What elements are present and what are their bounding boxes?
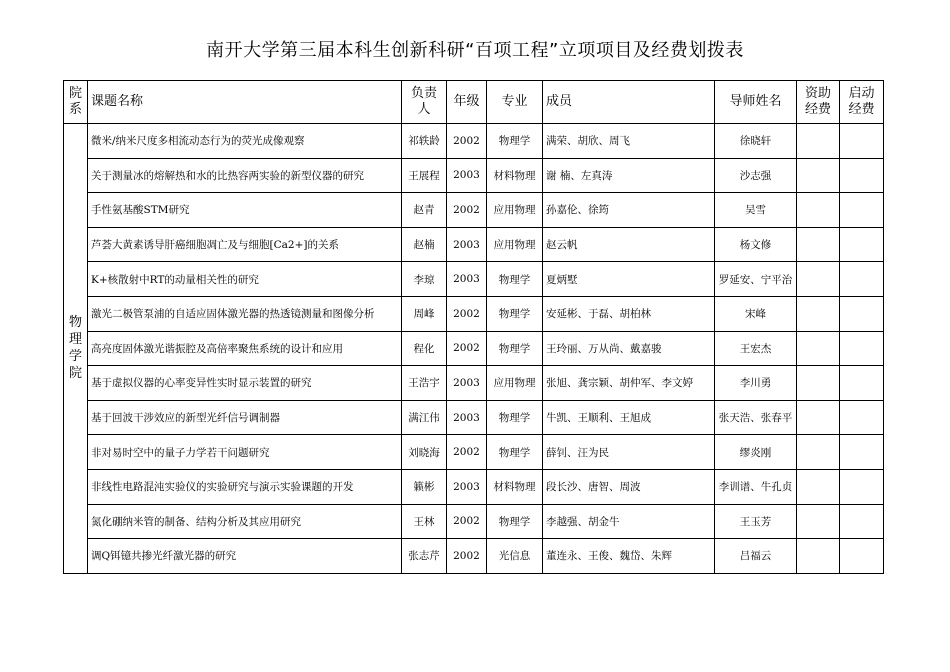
cell-startup — [840, 435, 884, 470]
cell-major: 物理学 — [487, 400, 543, 435]
cell-topic: 调Q铒镱共掺光纤激光器的研究 — [88, 539, 402, 574]
cell-topic: 基于回波干涉效应的新型光纤信号调制器 — [88, 400, 402, 435]
table-row — [64, 227, 884, 262]
table-row — [64, 539, 884, 574]
cell-grade: 2002 — [447, 435, 487, 470]
cell-funding — [797, 124, 840, 159]
cell-leader: 籁彬 — [402, 469, 447, 504]
project-table — [63, 80, 884, 574]
table-row — [64, 193, 884, 228]
cell-leader: 王浩宇 — [402, 366, 447, 401]
cell-funding — [797, 296, 840, 331]
table-row — [64, 469, 884, 504]
cell-members: 李越强、胡金牛 — [543, 504, 715, 539]
table-row — [64, 331, 884, 366]
cell-advisor: 罗延安、宁平治 — [715, 262, 797, 297]
cell-major: 应用物理 — [487, 193, 543, 228]
header-members: 成员 — [543, 81, 715, 124]
cell-startup — [840, 158, 884, 193]
header-dept: 院 系 — [64, 81, 88, 124]
cell-grade: 2002 — [447, 124, 487, 159]
cell-topic: K+核散射中RT的动量相关性的研究 — [88, 262, 402, 297]
cell-advisor: 吴雪 — [715, 193, 797, 228]
cell-major: 物理学 — [487, 296, 543, 331]
cell-major: 物理学 — [487, 331, 543, 366]
cell-major: 材料物理 — [487, 469, 543, 504]
cell-major: 光信息 — [487, 539, 543, 574]
table-row — [64, 366, 884, 401]
cell-funding — [797, 331, 840, 366]
cell-startup — [840, 469, 884, 504]
cell-leader: 张志芹 — [402, 539, 447, 574]
cell-startup — [840, 193, 884, 228]
cell-funding — [797, 227, 840, 262]
cell-funding — [797, 435, 840, 470]
table-row — [64, 435, 884, 470]
cell-major: 材料物理 — [487, 158, 543, 193]
cell-grade: 2002 — [447, 296, 487, 331]
cell-major: 物理学 — [487, 504, 543, 539]
cell-startup — [840, 504, 884, 539]
cell-startup — [840, 124, 884, 159]
table-row — [64, 158, 884, 193]
header-topic: 课题名称 — [88, 81, 402, 124]
cell-major: 物理学 — [487, 435, 543, 470]
cell-major: 应用物理 — [487, 227, 543, 262]
cell-startup — [840, 296, 884, 331]
cell-topic: 关于测量冰的熔解热和水的比热容两实验的新型仪器的研究 — [88, 158, 402, 193]
cell-startup — [840, 539, 884, 574]
cell-funding — [797, 469, 840, 504]
cell-members: 王玲丽、万从尚、戴嘉骏 — [543, 331, 715, 366]
cell-leader: 祁轶龄 — [402, 124, 447, 159]
cell-grade: 2002 — [447, 193, 487, 228]
page-title: 南开大学第三届本科生创新科研“百项工程”立项项目及经费划拨表 — [206, 40, 744, 61]
cell-major: 应用物理 — [487, 366, 543, 401]
cell-members: 孙嘉伦、徐筠 — [543, 193, 715, 228]
cell-topic: 高亮度固体激光谐振腔及高倍率聚焦系统的设计和应用 — [88, 331, 402, 366]
cell-topic: 微米/纳米尺度多相流动态行为的荧光成像观察 — [88, 124, 402, 159]
cell-advisor: 吕福云 — [715, 539, 797, 574]
cell-startup — [840, 366, 884, 401]
cell-department: 物 理 学 院 — [64, 124, 88, 574]
cell-funding — [797, 262, 840, 297]
cell-funding — [797, 366, 840, 401]
table-row — [64, 400, 884, 435]
cell-members: 谢 楠、左真涛 — [543, 158, 715, 193]
cell-advisor: 王玉芳 — [715, 504, 797, 539]
cell-major: 物理学 — [487, 262, 543, 297]
cell-leader: 满江伟 — [402, 400, 447, 435]
cell-leader: 王展程 — [402, 158, 447, 193]
cell-grade: 2002 — [447, 331, 487, 366]
cell-advisor: 宋峰 — [715, 296, 797, 331]
cell-topic: 基于虚拟仪器的心率变异性实时显示装置的研究 — [88, 366, 402, 401]
cell-major: 物理学 — [487, 124, 543, 159]
cell-leader: 王林 — [402, 504, 447, 539]
cell-advisor: 徐晓轩 — [715, 124, 797, 159]
cell-topic: 非对易时空中的量子力学若干问题研究 — [88, 435, 402, 470]
cell-members: 段长沙、唐智、周波 — [543, 469, 715, 504]
table-row — [64, 124, 884, 159]
cell-leader: 李琼 — [402, 262, 447, 297]
cell-members: 董连永、王俊、魏岱、朱辉 — [543, 539, 715, 574]
cell-startup — [840, 331, 884, 366]
cell-advisor: 李训谱、牛孔贞 — [715, 469, 797, 504]
cell-startup — [840, 400, 884, 435]
cell-leader: 程化 — [402, 331, 447, 366]
cell-funding — [797, 504, 840, 539]
cell-topic: 芦荟大黄素诱导肝癌细胞凋亡及与细胞[Ca2+]的关系 — [88, 227, 402, 262]
cell-advisor: 缪炎刚 — [715, 435, 797, 470]
cell-advisor: 沙志强 — [715, 158, 797, 193]
cell-grade: 2003 — [447, 366, 487, 401]
table-row — [64, 504, 884, 539]
cell-startup — [840, 262, 884, 297]
cell-funding — [797, 158, 840, 193]
cell-topic: 手性氨基酸STM研究 — [88, 193, 402, 228]
table-row — [64, 296, 884, 331]
cell-leader: 刘晓海 — [402, 435, 447, 470]
cell-advisor: 李川勇 — [715, 366, 797, 401]
cell-startup — [840, 227, 884, 262]
cell-advisor: 杨文修 — [715, 227, 797, 262]
cell-topic: 非线性电路混沌实验仪的实验研究与演示实验课题的开发 — [88, 469, 402, 504]
header-startup: 启动 经费 — [840, 81, 884, 124]
cell-funding — [797, 539, 840, 574]
header-major: 专业 — [487, 81, 543, 124]
header-funding: 资助 经费 — [797, 81, 840, 124]
cell-topic: 氮化硼纳米管的制备、结构分析及其应用研究 — [88, 504, 402, 539]
cell-grade: 2003 — [447, 469, 487, 504]
cell-funding — [797, 193, 840, 228]
cell-funding — [797, 400, 840, 435]
cell-leader: 赵楠 — [402, 227, 447, 262]
table-header-row — [64, 81, 884, 124]
cell-advisor: 张天浩、张春平 — [715, 400, 797, 435]
cell-grade: 2003 — [447, 400, 487, 435]
header-leader: 负责 人 — [402, 81, 447, 124]
cell-members: 夏炳墅 — [543, 262, 715, 297]
cell-members: 张旭、龚宗颖、胡仲军、李文婷 — [543, 366, 715, 401]
header-advisor: 导师姓名 — [715, 81, 797, 124]
header-grade: 年级 — [447, 81, 487, 124]
cell-topic: 激光二极管泵浦的自适应固体激光器的热透镜测量和图像分析 — [88, 296, 402, 331]
cell-members: 安延彬、于磊、胡柏林 — [543, 296, 715, 331]
cell-members: 赵云帆 — [543, 227, 715, 262]
cell-leader: 周峰 — [402, 296, 447, 331]
cell-grade: 2002 — [447, 504, 487, 539]
cell-grade: 2003 — [447, 158, 487, 193]
cell-grade: 2003 — [447, 227, 487, 262]
cell-members: 牛凯、王顺利、王旭成 — [543, 400, 715, 435]
table-row — [64, 262, 884, 297]
cell-advisor: 王宏杰 — [715, 331, 797, 366]
cell-members: 薛钊、汪为民 — [543, 435, 715, 470]
cell-grade: 2002 — [447, 539, 487, 574]
cell-grade: 2003 — [447, 262, 487, 297]
cell-members: 满荣、胡欣、周飞 — [543, 124, 715, 159]
cell-leader: 赵青 — [402, 193, 447, 228]
